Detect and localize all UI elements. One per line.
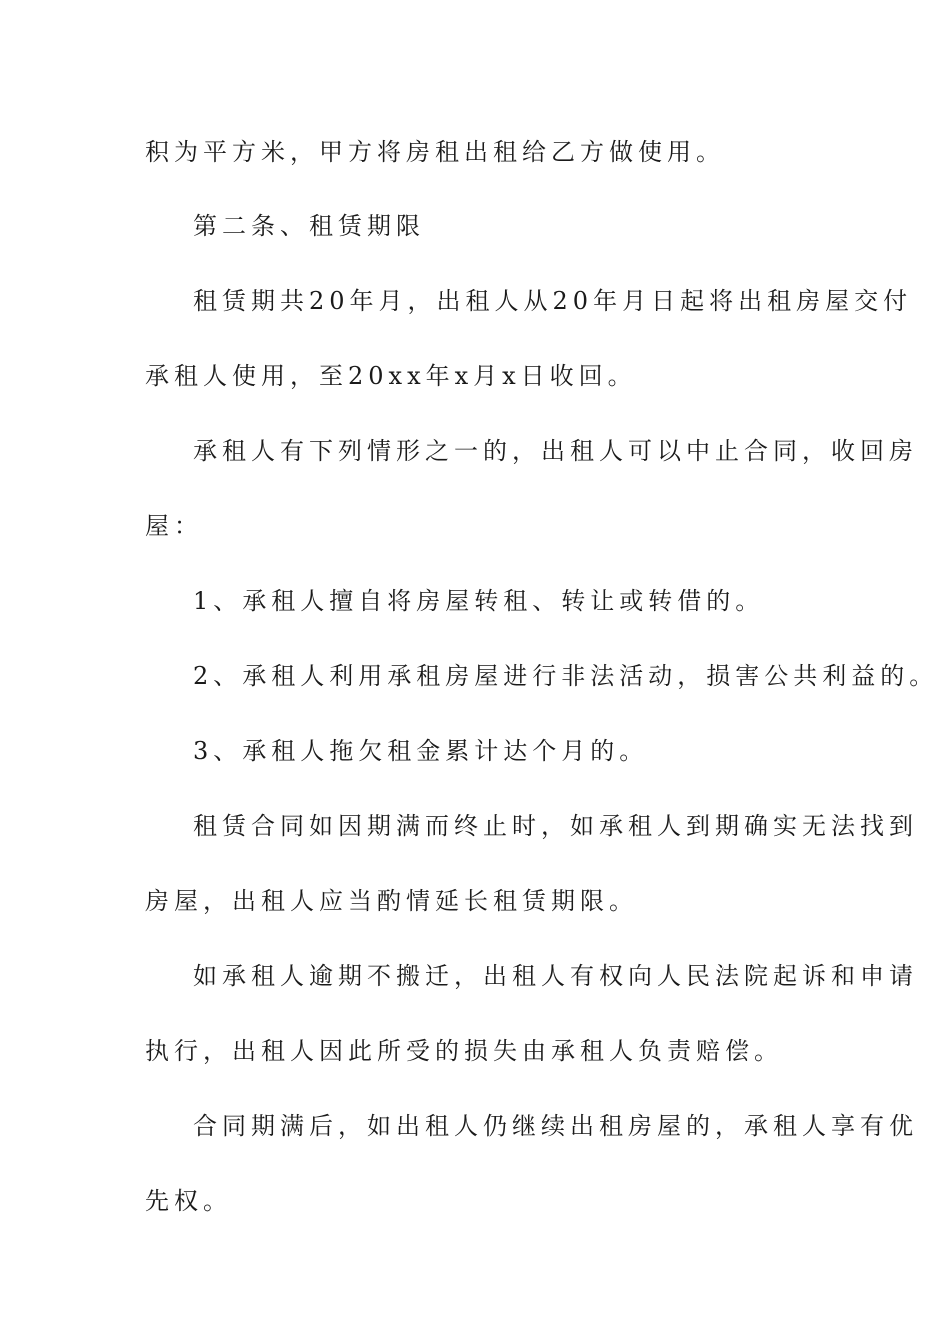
text-line: 租赁合同如因期满而终止时，如承租人到期确实无法找到 — [193, 812, 918, 840]
list-item: 1、承租人擅自将房屋转租、转让或转借的。 — [193, 587, 765, 615]
text-line: 承租人使用，至20xx年x月x日收回。 — [145, 362, 637, 390]
text-line: 积为平方米，甲方将房租出租给乙方做使用。 — [145, 138, 725, 166]
list-item: 3、承租人拖欠租金累计达个月的。 — [193, 737, 649, 765]
text-line: 执行，出租人因此所受的损失由承租人负责赔偿。 — [145, 1037, 783, 1065]
text-line: 先权。 — [145, 1187, 232, 1215]
text-line: 合同期满后，如出租人仍继续出租房屋的，承租人享有优 — [193, 1112, 918, 1140]
text-line: 屋： — [145, 512, 203, 540]
section-heading: 第二条、租赁期限 — [193, 212, 425, 240]
text-line: 如承租人逾期不搬迁，出租人有权向人民法院起诉和申请 — [193, 962, 918, 990]
list-item: 2、承租人利用承租房屋进行非法活动，损害公共利益的。 — [193, 662, 939, 690]
text-line: 租赁期共20年月，出租人从20年月日起将出租房屋交付 — [193, 287, 913, 315]
text-line: 承租人有下列情形之一的，出租人可以中止合同，收回房 — [193, 437, 918, 465]
text-line: 房屋，出租人应当酌情延长租赁期限。 — [145, 887, 638, 915]
